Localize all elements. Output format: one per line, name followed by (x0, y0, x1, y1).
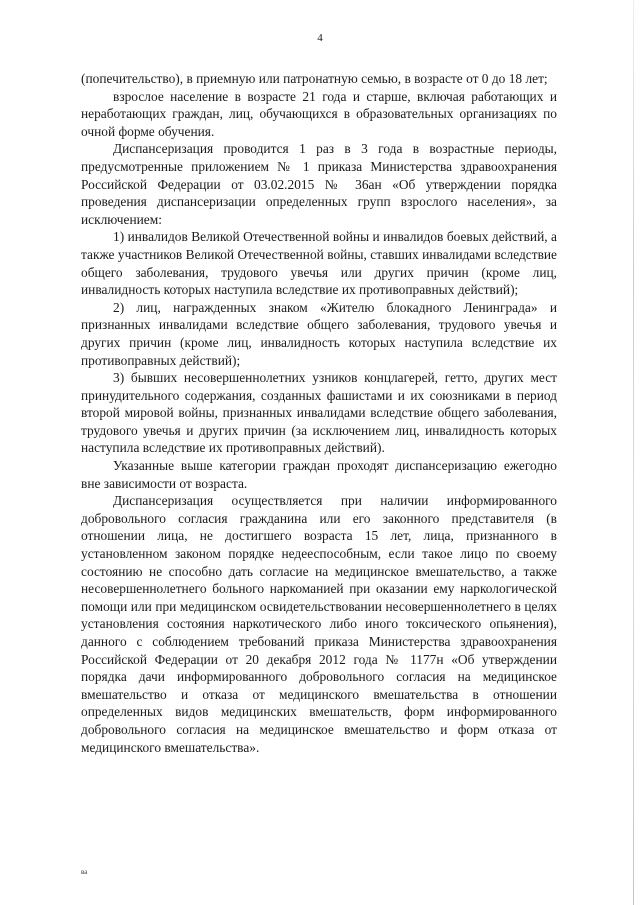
list-item: 2) лиц, награжденных знаком «Жителю блокадного Ленинграда» и признанных инвалидами вследствие общего заболевания, трудового увечья и других причин (кроме лиц, инвалидность которых наступила вследствие их противоправных действий); (81, 299, 557, 368)
document-body (81, 70, 557, 756)
list-item: 1) инвалидов Великой Отечественной войны и инвалидов боевых действий, а также участников Великой Отечественной войны, ставших инвалидами вследствие общего заболевания, трудового увечья или других причин (кроме лиц, инвалидность которых наступила вследствие их противоправных действий); (81, 229, 557, 298)
paragraph: взрослое население в возрасте 21 года и старше, включая работающих и неработающих граждан, лиц, обучающихся в образовательных организациях по очной форме обучения. (81, 88, 557, 139)
paragraph: Диспансеризация проводится 1 раз в 3 года в возрастные периоды, предусмотренные приложением № 1 приказа Министерства здравоохранения Российской Федерации от 03.02.2015 № 36ан «Об утверждении порядка проведения диспансеризации определенных групп взрослого населения», за исключением: (81, 141, 557, 227)
page-number: 4 (317, 32, 323, 44)
paragraph: Указанные выше категории граждан проходят диспансеризацию ежегодно вне зависимости от возраста. (81, 458, 557, 491)
paragraph: Диспансеризация осуществляется при наличии информированного добровольного согласия гражданина или его законного представителя (в отношении лица, не достигшего возраста 15 лет, лица, признанного в установленном законом порядке недееспособным, если такое лицо по своему состоянию не способно дать согласие на медицинское вмешательство, а также несовершеннолетнего больного наркоманией при оказании ему наркологической помощи или при медицинском освидетельствовании несовершеннолетнего в целях установления состояния наркотического либо иного токсического опьянения), данного с соблюдением требований приказа Министерства здравоохранения Российской Федерации от 20 декабря 2012 года № 1177н «Об утверждении порядка дачи информированного добровольного согласия на медицинское вмешательство и отказа от медицинского вмешательства в отношении определенных видов медицинских вмешательств, форм информированного добровольного согласия на медицинское вмешательство и форм отказа от медицинского вмешательства». (81, 493, 557, 755)
list-item: 3) бывших несовершеннолетних узников концлагерей, гетто, других мест принудительного содержания, созданных фашистами и их союзниками в период второй мировой войны, признанных инвалидами вследствие общего заболевания, трудового увечья и других причин (за исключением лиц, инвалидность которых наступила вследствие их противоправных действий). (81, 370, 557, 456)
footer-mark: ва (81, 868, 88, 876)
scan-edge-shadow (633, 0, 634, 905)
paragraph: (попечительство), в приемную или патронатную семью, в возрасте от 0 до 18 лет; (81, 71, 548, 86)
